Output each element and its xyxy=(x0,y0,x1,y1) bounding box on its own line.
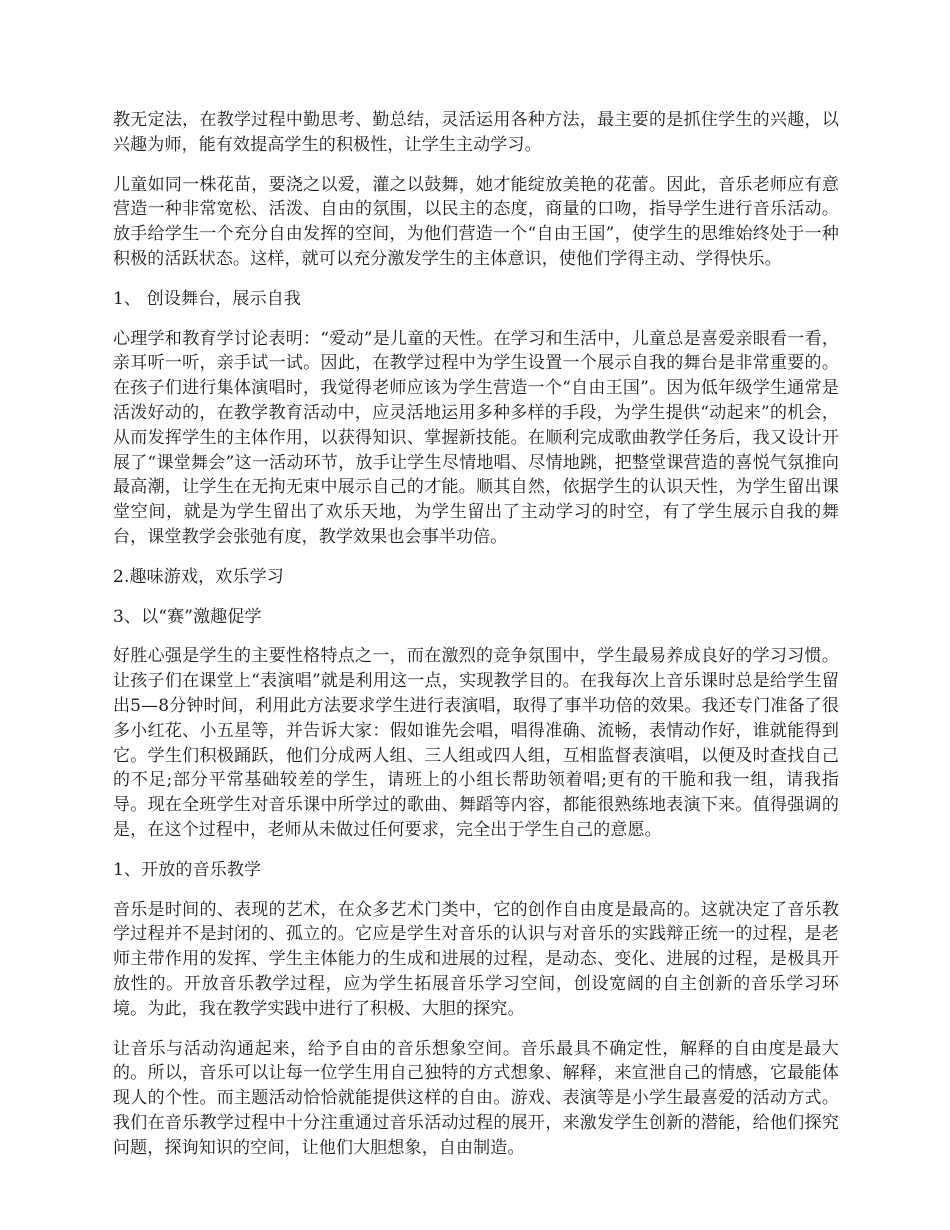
open-teaching-paragraph: 音乐是时间的、表现的艺术，在众多艺术门类中，它的创作自由度是最高的。这就决定了音乐教学过程并不是封闭的、孤立的。它应是学生对音乐的认识与对音乐的实践辩正统一的过程，是老师主带作用的发挥、学生主体能力的生成和进展的过程，是动态、变化、进展的过程，是极具开放性的。开放音乐教学过程，应为学生拓展音乐学习空间，创设宽阔的自主创新的音乐学习环境。为此，我在教学实践中进行了积极、大胆的探究。 xyxy=(113,899,839,1019)
competition-paragraph: 好胜心强是学生的主要性格特点之一，而在激烈的竞争氛围中，学生最易养成良好的学习习惯。让孩子们在课堂上“表演唱”就是利用这一点，实现教学目的。在我每次上音乐课时总是给学生留出5—8分钟时间，利用此方法要求学生进行表演唱，取得了事半功倍的效果。我还专门准备了很多小红花、小五星等，并告诉大家：假如谁先会唱，唱得准确、流畅，表情动作好，谁就能得到它。学生们积极踊跃，他们分成两人组、三人组或四人组，互相监督表演唱，以便及时查找自己的不足;部分平常基础较差的学生，请班上的小组长帮助领着唱;更有的干脆和我一组，请我指导。现在全班学生对音乐课中所学过的歌曲、舞蹈等内容，都能很熟练地表演下来。值得强调的是，在这个过程中，老师从未做过任何要求，完全出于学生自己的意愿。 xyxy=(113,646,839,840)
music-activity-paragraph: 让音乐与活动沟通起来，给予自由的音乐想象空间。音乐最具不确定性，解释的自由度是最大的。所以，音乐可以让每一位学生用自己独特的方式想象、解释，来宣泄自己的情感，它最能体现人的个性。而主题活动恰恰就能提供这样的自由。游戏、表演等是小学生最喜爱的活动方式。我们在音乐教学过程中十分注重通过音乐活动过程的展开，来激发学生创新的潜能，给他们探究问题，探询知识的空间，让他们大胆想象，自由制造。 xyxy=(113,1038,839,1158)
stage-paragraph: 心理学和教育学讨论表明：“爱动”是儿童的天性。在学习和生活中，儿童总是喜爱亲眼看一看，亲耳听一听，亲手试一试。因此，在教学过程中为学生设置一个展示自我的舞台是非常重要的。在孩子们进行集体演唱时，我觉得老师应该为学生营造一个“自由王国”。因为低年级学生通常是活泼好动的，在教学教育活动中，应灵活地运用多种多样的手段，为学生提供“动起来”的机会，从而发挥学生的主体作用，以获得知识、掌握新技能。在顺利完成歌曲教学任务后，我又设计开展了“课堂舞会”这一活动环节，放手让学生尽情地唱、尽情地跳，把整堂课营造的喜悦气氛推向最高潮，让学生在无拘无束中展示自己的才能。顺其自然，依据学生的认识天性，为学生留出课堂空间，就是为学生留出了欢乐天地，为学生留出了主动学习的时空，有了学生展示自我的舞台，课堂教学会张弛有度，教学效果也会事半功倍。 xyxy=(113,328,839,547)
section-heading-games: 2.趣味游戏，欢乐学习 xyxy=(113,566,284,587)
intro-paragraph: 教无定法，在教学过程中勤思考、勤总结，灵活运用各种方法，最主要的是抓住学生的兴趣，以兴趣为师，能有效提高学生的积极性，让学生主动学习。 xyxy=(113,110,839,155)
section-heading-stage: 1、 创设舞台，展示自我 xyxy=(113,288,302,309)
child-flower-paragraph: 儿童如同一株花苗，要浇之以爱，灌之以鼓舞，她才能绽放美艳的花蕾。因此，音乐老师应有意营造一种非常宽松、活泼、自由的氛围，以民主的态度，商量的口吻，指导学生进行音乐活动。放手给学生一个充分自由发挥的空间，为他们营造一个“自由王国”，使学生的思维始终处于一种积极的活跃状态。这样，就可以充分激发学生的主体意识，使他们学得主动、学得快乐。 xyxy=(113,174,839,269)
document-page xyxy=(113,108,839,1175)
section-heading-competition: 3、以“赛”激趣促学 xyxy=(113,606,262,627)
section-heading-open-teaching: 1、开放的音乐教学 xyxy=(113,859,262,880)
